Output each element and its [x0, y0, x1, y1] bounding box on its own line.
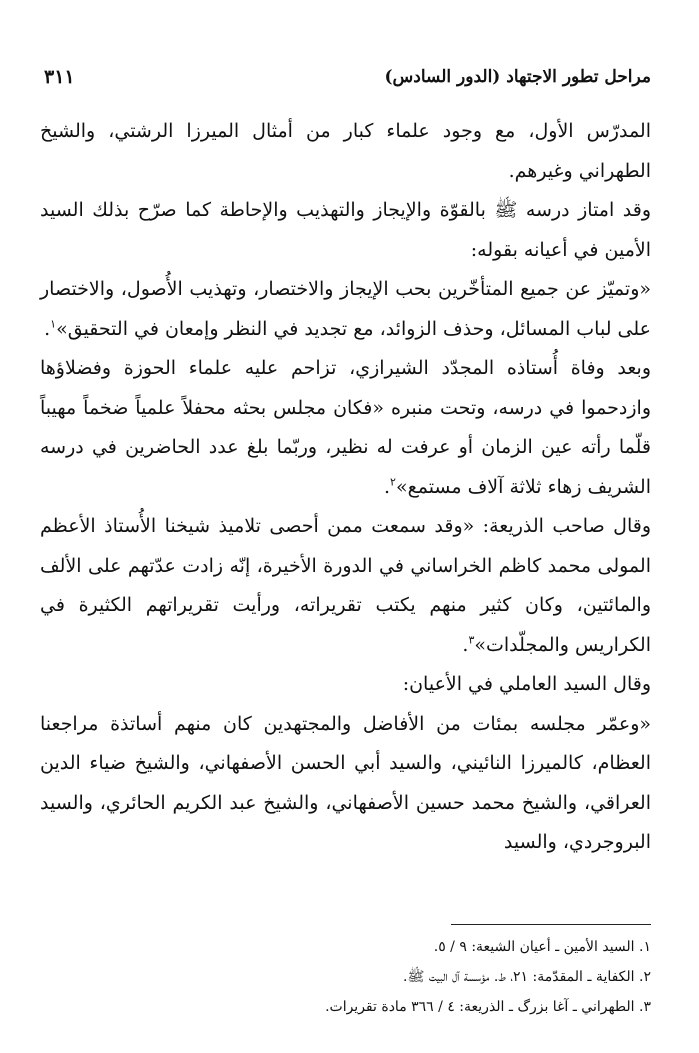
footnote-separator: [451, 924, 651, 925]
footnote: ٢. الكفاية ـ المقدّمة: ٢١، ط. مؤسسة آل البيت ﷺ.: [403, 969, 651, 985]
paragraph-text: «وتميّز عن جميع المتأخّرين بحب الإيجاز والاختصار، وتهذيب الأُصول، والاختصار على لباب المسائل، وحذف الزوائد، مع تجديد في النظر وإمعان في التحقيق»: [40, 278, 651, 340]
footnote: ٣. الطهراني ـ آغا بزرگ ـ الذريعة: ٤ / ٣٦٦ مادة تقريرات.: [325, 999, 651, 1015]
chapter-title: مراحل تطور الاجتهاد (الدور السادس): [384, 67, 651, 87]
paragraph-text: وقال السيد العاملي في الأعيان:: [402, 673, 651, 695]
footnotes: [60, 932, 651, 1022]
paragraph-text: وقال صاحب الذريعة: «وقد سمعت ممن أحصى تلاميذ شيخنا الأُستاذ الأعظم المولى محمد كاظم الخراساني في الدورة الأخيرة، إنّه زادت عدّتهم على الألف والمائتين، وكان كثير منهم يكتب تقريراته، ورأيت تقريراتهم الكثيرة في الكراريس والمجلّدات»: [40, 515, 651, 656]
paragraph: [40, 191, 651, 270]
paragraph: وبعد وفاة أُستاذه المجدّد الشيرازي، تزاحم عليه علماء الحوزة وفضلاؤها وازدحموا في درسه، وتحت منبره «فكان مجلس بحثه محفلاً علمياً ضخماً مهيباً قلّما رأته عين الزمان أو عرفت له نظير، وربّما بلغ عدد الحاضرين في درسه الشريف زهاء ثلاثة آلاف مستمع»$^٢$.: [40, 357, 651, 498]
quotation-paragraph: «وتميّز عن جميع المتأخّرين بحب الإيجاز والاختصار، وتهذيب الأُصول، والاختصار على لباب المسائل، وحذف الزوائد، مع تجديد في النظر وإمعان في التحقيق»$^١$.: [40, 278, 651, 340]
paragraph: [40, 112, 651, 191]
paragraph-text: وقد امتاز درسه ﷺ بالقوّة والإيجاز والتهذيب والإحاطة كما صرّح بذلك السيد الأمين في أعيانه بقوله:: [40, 199, 651, 261]
footnote-marker: ٣: [468, 633, 475, 647]
page-number: ٣١١: [44, 66, 75, 88]
footnote-marker: ٢: [390, 475, 396, 489]
footnote: ١. السيد الأمين ـ أعيان الشيعة: ٩ / ٥.: [433, 939, 651, 955]
paragraph-text: المدرّس الأول، مع وجود علماء كبار من أمثال الميرزا الرشتي، والشيخ الطهراني وغيرهم.: [40, 120, 651, 182]
running-header: [44, 62, 651, 92]
paragraph: [40, 665, 651, 705]
paragraph: وقال صاحب الذريعة: «وقد سمعت ممن أحصى تلاميذ شيخنا الأُستاذ الأعظم المولى محمد كاظم الخراساني في الدورة الأخيرة، إنّه زادت عدّتهم على الألف والمائتين، وكان كثير منهم يكتب تقريراته، ورأيت تقريراتهم الكثيرة في الكراريس والمجلّدات»$^٣$.: [40, 515, 651, 656]
paragraph-text: وبعد وفاة أُستاذه المجدّد الشيرازي، تزاحم عليه علماء الحوزة وفضلاؤها وازدحموا في درسه، وتحت منبره «فكان مجلس بحثه محفلاً علمياً ضخماً مهيباً قلّما رأته عين الزمان أو عرفت له نظير، وربّما بلغ عدد الحاضرين في درسه الشريف زهاء ثلاثة آلاف مستمع»: [40, 357, 651, 498]
footnote-marker: ١: [50, 317, 57, 331]
paragraph-text: «وعمّر مجلسه بمئات من الأفاضل والمجتهدين كان منهم أساتذة مراجعنا العظام، كالميرزا النائيني، والسيد أبي الحسن الأصفهاني، والشيخ ضياء الدين العراقي، والشيخ محمد حسين الأصفهاني، والشيخ عبد الكريم الحائري، والسيد البروجردي، والسيد: [40, 712, 651, 853]
quotation-paragraph: [40, 705, 651, 863]
body-text: [40, 112, 651, 863]
